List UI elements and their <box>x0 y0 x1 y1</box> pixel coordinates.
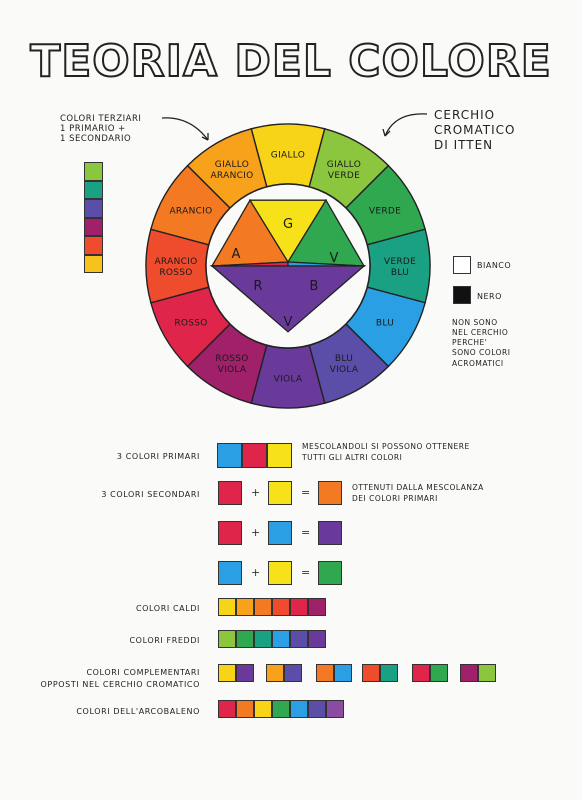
terziari-title: COLORI TERZIARI <box>60 114 142 124</box>
freddi-swatch <box>308 630 326 648</box>
complementari-label-line2: OPPOSTI NEL CERCHIO CROMATICO <box>40 680 200 689</box>
terziari-swatch <box>84 162 103 181</box>
secondari-swatch-b <box>268 521 292 545</box>
plus-sign: + <box>251 566 261 579</box>
primari-note-line: TUTTI GLI ALTRI COLORI <box>302 453 403 463</box>
plus-sign: + <box>251 526 261 539</box>
arrow-cerchio <box>375 108 435 142</box>
terziari-swatch <box>84 236 103 255</box>
secondari-swatch-result <box>318 481 342 505</box>
swatch-nero <box>453 286 471 304</box>
complementari-swatch <box>380 664 398 682</box>
secondari-note-line: OTTENUTI DALLA MESCOLANZA <box>352 483 484 492</box>
secondari-swatch-a <box>218 561 242 585</box>
arcobaleno-swatch <box>218 700 236 718</box>
nero-label: NERO <box>477 292 502 301</box>
complementari-swatch <box>266 664 284 682</box>
wheel-segment-label: BLU <box>390 268 410 278</box>
wheel-segment-label: BLU <box>334 353 354 364</box>
primari-swatch <box>242 443 267 468</box>
wheel-segment-label: VIOLA <box>217 364 247 375</box>
complementari-swatch <box>334 664 352 682</box>
complementari-swatch <box>412 664 430 682</box>
acromatici-note-line: SONO COLORI <box>452 348 511 358</box>
terziari-swatch <box>84 218 103 237</box>
complementari-swatch <box>284 664 302 682</box>
secondari-swatch-b <box>268 561 292 585</box>
complementari-swatch <box>460 664 478 682</box>
wheel-segment-label: VERDE <box>383 257 417 267</box>
secondari-swatch-result <box>318 561 342 585</box>
complementari-swatch <box>236 664 254 682</box>
arcobaleno-swatch <box>272 700 290 718</box>
secondari-swatch-a <box>218 481 242 505</box>
caldi-swatch <box>272 598 290 616</box>
wheel-caption <box>434 108 516 153</box>
arcobaleno-swatch <box>254 700 272 718</box>
secondari-label: 3 COLORI SECONDARI <box>101 490 200 499</box>
caldi-swatch <box>218 598 236 616</box>
wheel-caption-line: CROMATICO <box>434 123 516 137</box>
caldi-swatch <box>254 598 272 616</box>
color-wheel <box>140 118 436 414</box>
arcobaleno-swatch <box>308 700 326 718</box>
acromatici-note <box>452 318 510 369</box>
hex-letter-g: G <box>282 217 294 232</box>
caldi-label: COLORI CALDI <box>135 604 200 613</box>
freddi-swatch <box>290 630 308 648</box>
wheel-segment-label: GIALLO <box>270 150 306 161</box>
freddi-swatch <box>236 630 254 648</box>
arcobaleno-swatch <box>290 700 308 718</box>
bianco-label: BIANCO <box>477 261 512 270</box>
wheel-caption-line: CERCHIO <box>434 108 496 122</box>
hex-letter-v-bottom: V <box>283 315 293 330</box>
freddi-swatch <box>218 630 236 648</box>
hex-letter-b: B <box>309 279 319 294</box>
wheel-segment-label: ARANCIO <box>210 171 254 182</box>
terziari-swatch <box>84 199 103 218</box>
terziari-label <box>60 114 141 145</box>
complementari-swatch <box>478 664 496 682</box>
arcobaleno-label: COLORI DELL'ARCOBALENO <box>76 707 200 716</box>
wheel-segment-label: ROSSO <box>174 318 208 329</box>
hex-letter-v-top: V <box>329 251 339 266</box>
primari-swatch <box>267 443 292 468</box>
wheel-segment-label: ROSSO <box>159 268 193 278</box>
wheel-segment-label: BLU <box>375 318 395 329</box>
freddi-swatch <box>254 630 272 648</box>
caldi-swatch <box>236 598 254 616</box>
secondari-swatch-result <box>318 521 342 545</box>
primari-note <box>302 441 470 464</box>
complementari-swatch <box>218 664 236 682</box>
secondari-note <box>352 482 484 505</box>
primari-label: 3 COLORI PRIMARI <box>116 452 200 461</box>
freddi-swatch <box>272 630 290 648</box>
wheel-segment-label: VERDE <box>327 171 361 182</box>
wheel-segment-label: VIOLA <box>329 364 359 375</box>
secondari-note-line: DEI COLORI PRIMARI <box>352 494 438 504</box>
secondari-swatch-a <box>218 521 242 545</box>
arcobaleno-swatch <box>326 700 344 718</box>
terziari-swatch <box>84 255 103 274</box>
primari-swatch <box>217 443 242 468</box>
acromatici-note-line: ACROMATICI <box>452 358 504 368</box>
page-title: TEORIA DEL COLORE <box>30 36 552 87</box>
wheel-segment-label: ARANCIO <box>169 206 213 217</box>
primari-note-line: MESCOLANDOLI SI POSSONO OTTENERE <box>302 442 470 451</box>
wheel-segment-label: GIALLO <box>214 160 250 171</box>
acromatici-note-line: NEL CERCHIO <box>452 328 509 338</box>
terziari-line1: 1 PRIMARIO + <box>60 124 126 135</box>
equals-sign: = <box>301 486 311 499</box>
wheel-segment-label: VIOLA <box>273 374 303 385</box>
complementari-swatch <box>362 664 380 682</box>
equals-sign: = <box>301 526 311 539</box>
complementari-swatch <box>430 664 448 682</box>
complementari-swatch <box>316 664 334 682</box>
complementari-label-line1: COLORI COMPLEMENTARI <box>86 668 200 677</box>
arrow-terziari <box>150 110 220 150</box>
wheel-caption-line: DI ITTEN <box>434 138 494 152</box>
wheel-segment-label: ROSSO <box>215 353 249 364</box>
terziari-line2: 1 SECONDARIO <box>60 134 132 145</box>
caldi-swatch <box>290 598 308 616</box>
wheel-segment-label: VERDE <box>368 206 402 217</box>
arcobaleno-swatch <box>236 700 254 718</box>
acromatici-note-line: NON SONO <box>452 318 498 327</box>
plus-sign: + <box>251 486 261 499</box>
hex-letter-a: A <box>231 247 241 262</box>
freddi-label: COLORI FREDDI <box>129 636 200 645</box>
wheel-segment-label: ARANCIO <box>154 257 198 267</box>
complementari-label <box>30 667 200 691</box>
swatch-bianco <box>453 256 471 274</box>
wheel-segment-label: GIALLO <box>326 160 362 171</box>
hex-letter-r: R <box>253 279 263 294</box>
secondari-swatch-b <box>268 481 292 505</box>
acromatici-note-line: PERCHE' <box>452 338 488 348</box>
caldi-swatch <box>308 598 326 616</box>
equals-sign: = <box>301 566 311 579</box>
terziari-swatch <box>84 181 103 200</box>
